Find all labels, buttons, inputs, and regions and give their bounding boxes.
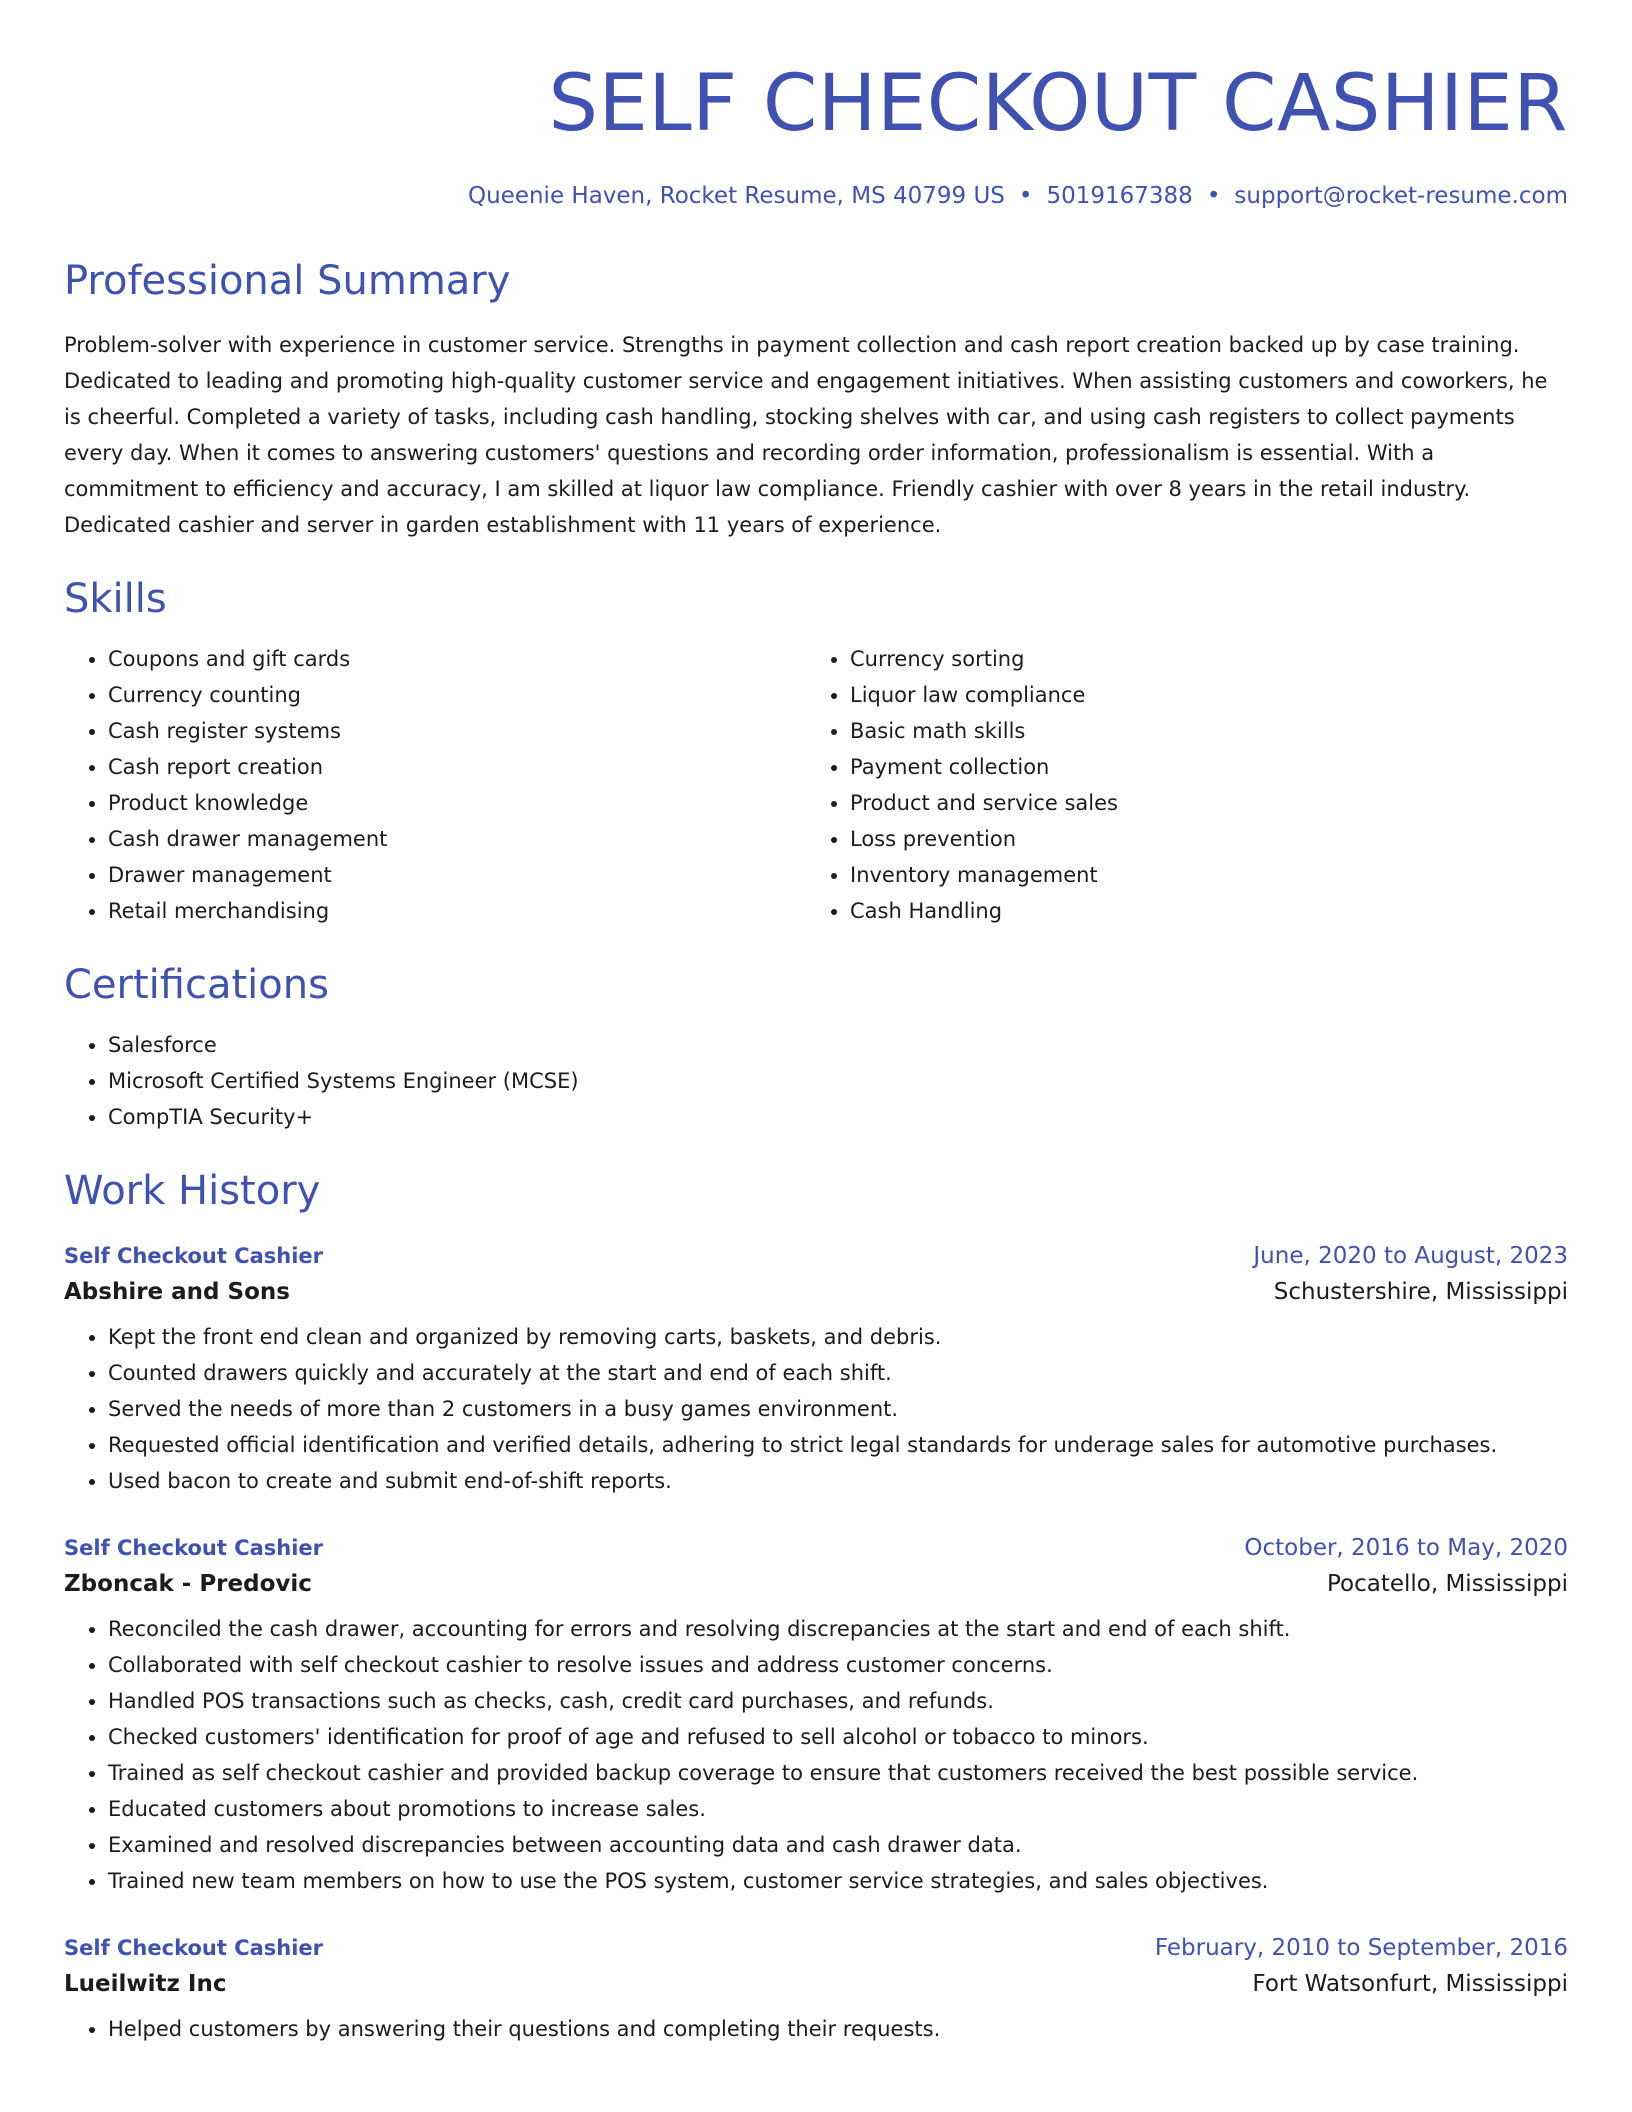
skill-item: • Inventory management bbox=[850, 857, 1548, 893]
skill-item: • Cash report creation bbox=[108, 749, 806, 785]
skill-item: • Product and service sales bbox=[850, 785, 1548, 821]
resume-page bbox=[64, 0, 1568, 2047]
job-bullet: • Collaborated with self checkout cashier to resolve issues and address customer concerns. bbox=[108, 1647, 1568, 1683]
job-header bbox=[64, 1535, 1568, 1561]
skill-item: • Basic math skills bbox=[850, 713, 1548, 749]
skills-list-left bbox=[64, 641, 806, 929]
resume-title: SELF CHECKOUT CASHIER bbox=[548, 59, 1568, 149]
job-location: Fort Watsonfurt, Mississippi bbox=[1252, 1971, 1568, 1997]
job-bullet: • Examined and resolved discrepancies between accounting data and cash drawer data. bbox=[108, 1827, 1568, 1863]
job-title: Self Checkout Cashier bbox=[64, 1244, 324, 1268]
job-bullet: • Trained as self checkout cashier and provided backup coverage to ensure that customers received the best possible service. bbox=[108, 1755, 1568, 1791]
job-bullets bbox=[64, 2011, 1568, 2047]
job-location: Pocatello, Mississippi bbox=[1326, 1571, 1568, 1597]
skill-item: • Currency sorting bbox=[850, 641, 1548, 677]
skill-item: • Payment collection bbox=[850, 749, 1548, 785]
contact-separator: • bbox=[1018, 183, 1033, 209]
skill-item: • Loss prevention bbox=[850, 821, 1548, 857]
skill-item: • Drawer management bbox=[108, 857, 806, 893]
job-company: Lueilwitz Inc bbox=[64, 1971, 227, 1997]
contact-email: support@rocket-resume.com bbox=[1234, 183, 1568, 209]
skill-item: • Cash drawer management bbox=[108, 821, 806, 857]
certification-item: • CompTIA Security+ bbox=[108, 1099, 1568, 1135]
job-dates: February, 2010 to September, 2016 bbox=[1154, 1935, 1568, 1961]
skill-item: • Retail merchandising bbox=[108, 893, 806, 929]
contact-line bbox=[64, 183, 1568, 209]
job-subheader bbox=[64, 1571, 1568, 1597]
job-entry bbox=[64, 1243, 1568, 1499]
job-entry bbox=[64, 1535, 1568, 1899]
job-entry bbox=[64, 1935, 1568, 2047]
job-subheader bbox=[64, 1971, 1568, 1997]
certification-item: • Salesforce bbox=[108, 1027, 1568, 1063]
skill-item: • Liquor law compliance bbox=[850, 677, 1548, 713]
job-title: Self Checkout Cashier bbox=[64, 1936, 324, 1960]
job-bullet: • Trained new team members on how to use the POS system, customer service strategies, and sales objectives. bbox=[108, 1863, 1568, 1899]
job-header bbox=[64, 1935, 1568, 1961]
job-bullet: • Reconciled the cash drawer, accounting for errors and resolving discrepancies at the start and end of each shift. bbox=[108, 1611, 1568, 1647]
job-title: Self Checkout Cashier bbox=[64, 1536, 324, 1560]
job-bullet: • Checked customers' identification for proof of age and refused to sell alcohol or tobacco to minors. bbox=[108, 1719, 1568, 1755]
contact-phone: 5019167388 bbox=[1046, 183, 1193, 209]
work-history-heading: Work History bbox=[64, 1168, 321, 1214]
summary-text: Problem-solver with experience in customer service. Strengths in payment collection and cash report creation backed up by case training. Dedicated to leading and promoting high-quality customer service and engagement initiatives. When assisting customers and coworkers, he is cheerful. Completed a variety of tasks, including cash handling, stocking shelves with car, and using cash registers to collect payments every day. When it comes to answering customers' questions and recording order information, professionalism is essential. With a commitment to efficiency and accuracy, I am skilled at liquor law compliance. Friendly cashier with over 8 years in the retail industry. Dedicated cashier and server in garden establishment with 11 years of experience. bbox=[64, 333, 1548, 537]
certification-item: • Microsoft Certified Systems Engineer (MCSE) bbox=[108, 1063, 1568, 1099]
job-bullet: • Served the needs of more than 2 customers in a busy games environment. bbox=[108, 1391, 1568, 1427]
certifications-heading: Certifications bbox=[64, 962, 329, 1008]
skill-item: • Cash Handling bbox=[850, 893, 1548, 929]
job-bullet: • Used bacon to create and submit end-of-shift reports. bbox=[108, 1463, 1568, 1499]
job-bullet: • Helped customers by answering their questions and completing their requests. bbox=[108, 2011, 1568, 2047]
job-bullet: • Counted drawers quickly and accurately at the start and end of each shift. bbox=[108, 1355, 1568, 1391]
skill-item: • Cash register systems bbox=[108, 713, 806, 749]
job-company: Zboncak - Predovic bbox=[64, 1571, 312, 1597]
skills-list-right bbox=[806, 641, 1548, 929]
job-bullets bbox=[64, 1611, 1568, 1899]
skill-item: • Currency counting bbox=[108, 677, 806, 713]
job-bullet: • Handled POS transactions such as checks, cash, credit card purchases, and refunds. bbox=[108, 1683, 1568, 1719]
job-dates: October, 2016 to May, 2020 bbox=[1244, 1535, 1568, 1561]
contact-address: Queenie Haven, Rocket Resume, MS 40799 US bbox=[468, 183, 1005, 209]
job-header bbox=[64, 1243, 1568, 1269]
contact-separator: • bbox=[1206, 183, 1221, 209]
job-location: Schustershire, Mississippi bbox=[1273, 1279, 1568, 1305]
summary-heading: Professional Summary bbox=[64, 258, 511, 304]
skills-heading: Skills bbox=[64, 576, 167, 622]
job-bullet: • Requested official identification and verified details, adhering to strict legal standards for underage sales for automotive purchases. bbox=[108, 1427, 1568, 1463]
job-dates: June, 2020 to August, 2023 bbox=[1253, 1243, 1568, 1269]
certifications-list bbox=[64, 1027, 1568, 1135]
skills-columns bbox=[64, 641, 1568, 929]
job-subheader bbox=[64, 1279, 1568, 1305]
job-bullet: • Educated customers about promotions to increase sales. bbox=[108, 1791, 1568, 1827]
job-bullets bbox=[64, 1319, 1568, 1499]
job-company: Abshire and Sons bbox=[64, 1279, 290, 1305]
job-bullet: • Kept the front end clean and organized by removing carts, baskets, and debris. bbox=[108, 1319, 1568, 1355]
skill-item: • Coupons and gift cards bbox=[108, 641, 806, 677]
skill-item: • Product knowledge bbox=[108, 785, 806, 821]
